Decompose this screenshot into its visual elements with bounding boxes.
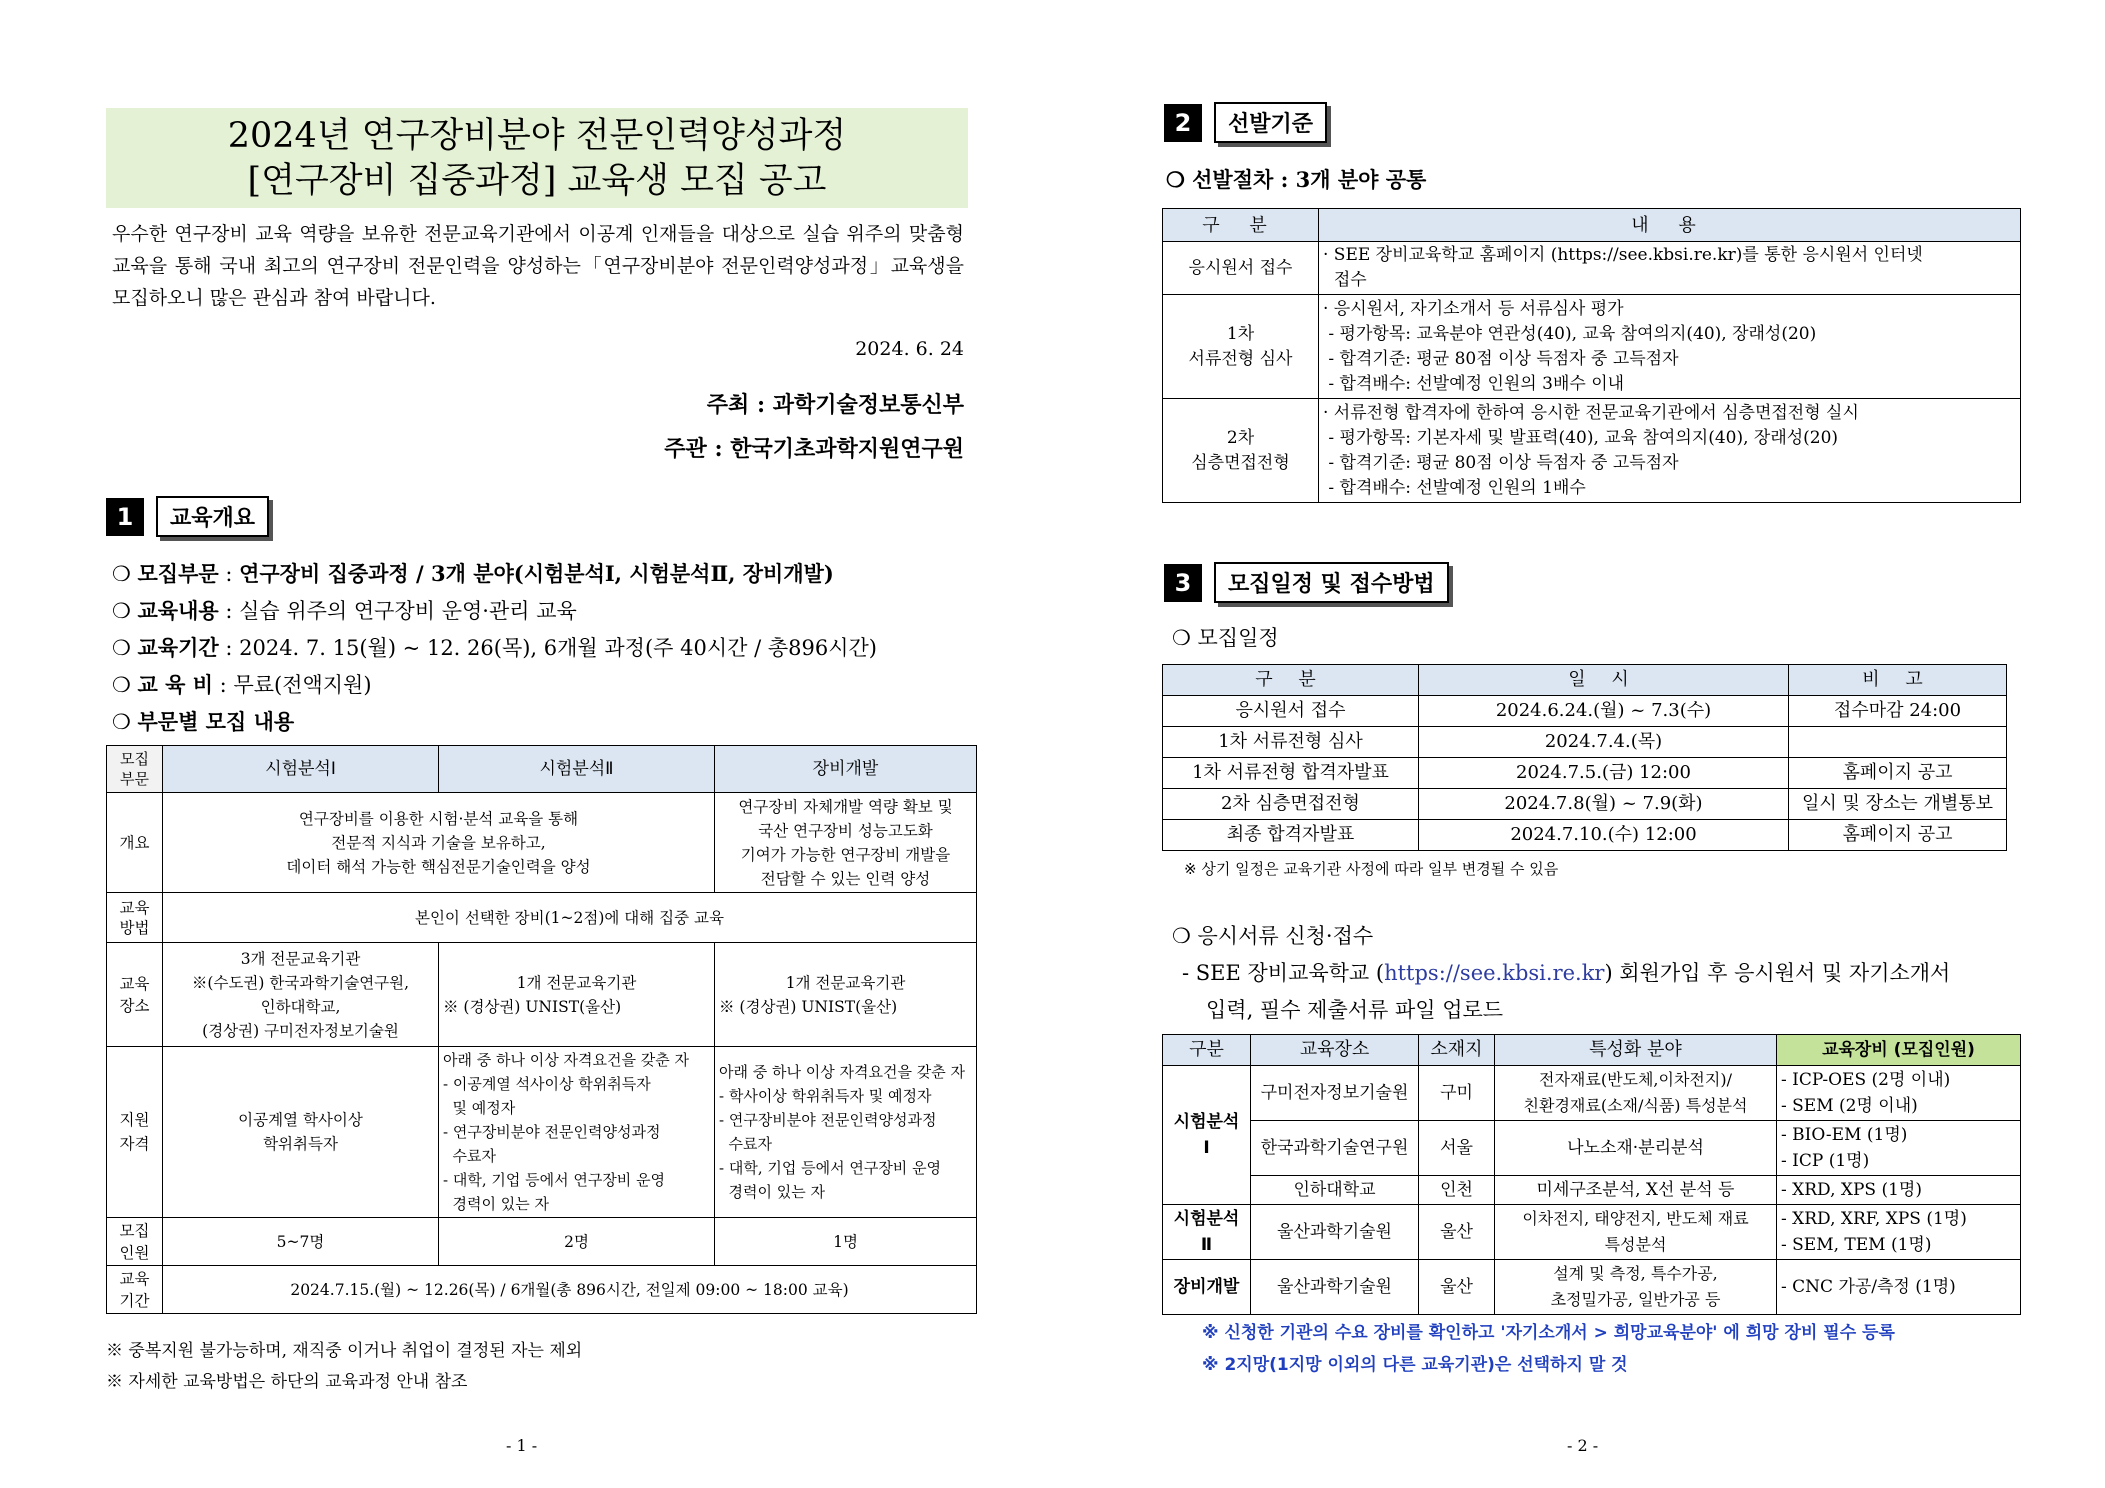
- bullet-schedule: ❍ 모집일정: [1172, 626, 1279, 650]
- apply-line-2: 입력, 필수 제출서류 파일 업로드: [1206, 998, 1504, 1022]
- recruit-table: [106, 745, 977, 1314]
- institution-table: [1162, 1034, 2021, 1315]
- edu-period: 2024.7.15.(월) ~ 12.26(목) / 6개월(총 896시간, 전일제 09:00 ~ 18:00 교육): [163, 1266, 977, 1314]
- header-equipment-dev: 장비개발: [715, 746, 977, 793]
- count-analysis-1: 5~7명: [163, 1218, 439, 1266]
- bullet-dept-detail: ❍ 부문별 모집 내용: [112, 709, 295, 734]
- note-duplicate: ※ 중복지원 불가능하며, 재직중 이거나 취업이 결정된 자는 제외: [106, 1341, 583, 1361]
- edu-method: 본인이 선택한 장비(1~2점)에 대해 집중 교육: [163, 893, 977, 943]
- header-group: 구분: [1163, 1035, 1251, 1066]
- schedule-note: ※ 상기 일정은 교육기관 사정에 따라 일부 변경될 수 있음: [1184, 860, 1559, 878]
- table-row: [107, 1047, 977, 1218]
- place-analysis-2: 1개 전문교육기관 ※ (경상권) UNIST(울산): [439, 943, 715, 1047]
- row-label: 지원 자격: [107, 1047, 163, 1218]
- organizer-org: 주관 : 한국기초과학지원연구원: [664, 436, 964, 462]
- section-number: 2: [1164, 104, 1202, 142]
- header-datetime: 일 시: [1419, 665, 1789, 696]
- bullet-edu-content: ❍ 교육내용 : 실습 위주의 연구장비 운영·관리 교육: [112, 598, 577, 623]
- notice-date: 2024. 6. 24: [855, 338, 964, 360]
- section-3-heading: [1164, 562, 1449, 603]
- header-category: 구 분: [1163, 209, 1319, 242]
- qual-equipment: 아래 중 하나 이상 자격요건을 갖춘 자 - 학사이상 학위취득자 및 예정자 - 연구장비분야 전문인력양성과정 수료자 - 대학, 기업 등에서 연구장비 운영 경력이 있는 자: [715, 1047, 977, 1218]
- place-analysis-1: 3개 전문교육기관 ※(수도권) 한국과학기술연구원, 인하대학교, (경상권) 구미전자정보기술원: [163, 943, 439, 1047]
- apply-line-1: - SEE 장비교육학교 (https://see.kbsi.re.kr) 회원가입 후 응시원서 및 자기소개서: [1182, 961, 1951, 985]
- sel-label: 1차 서류전형 심사: [1163, 295, 1319, 399]
- count-equipment: 1명: [715, 1218, 977, 1266]
- table-row: [1163, 209, 2021, 242]
- see-site-link[interactable]: https://see.kbsi.re.kr: [1384, 961, 1605, 985]
- blue-note-1: ※ 신청한 기관의 수요 장비를 확인하고 '자기소개서 > 희망교육분야' 에 희망 장비 필수 등록: [1202, 1323, 1895, 1343]
- table-row: [1163, 242, 2021, 295]
- row-label: 교육 방법: [107, 893, 163, 943]
- sel-content: · 응시원서, 자기소개서 등 서류심사 평가 - 평가항목: 교육분야 연관성(40), 교육 참여의지(40), 장래성(20) - 합격기준: 평균 80점 이상 득점자 중 고득점자 - 합격배수: 선발예정 인원의 3배수 이내: [1319, 295, 2021, 399]
- table-row: [1163, 295, 2021, 399]
- header-location: 소재지: [1419, 1035, 1495, 1066]
- corner-cell: 모집 부문: [107, 746, 163, 793]
- page-number: - 1 -: [506, 1436, 538, 1455]
- title-line-2: [연구장비 집중과정] 교육생 모집 공고: [247, 161, 827, 201]
- section-label: 선발기준: [1214, 102, 1327, 143]
- table-row: [107, 1218, 977, 1266]
- host-org: 주최 : 과학기술정보통신부: [706, 392, 964, 418]
- table-row: 응시원서 접수 2024.6.24.(월) ~ 7.3(수) 접수마감 24:00: [1163, 696, 2007, 727]
- table-row: 장비개발 울산과학기술원 울산 설계 및 측정, 특수가공, 초정밀가공, 일반가공 등 - CNC 가공/측정 (1명): [1163, 1260, 2021, 1315]
- table-row: 1차 서류전형 심사 2024.7.4.(목): [1163, 727, 2007, 758]
- title-line-1: 2024년 연구장비분야 전문인력양성과정: [227, 116, 847, 156]
- table-row: 시험분석 Ⅰ 구미전자정보기술원 구미 전자재료(반도체,이차전지)/ 친환경재료(소재/식품) 특성분석 - ICP-OES (2명 이내) - SEM (2명 이내): [1163, 1066, 2021, 1121]
- notice-title: [106, 108, 968, 208]
- row-label: 개요: [107, 793, 163, 893]
- bullet-apply: ❍ 응시서류 신청·접수: [1172, 924, 1374, 948]
- page-number: - 2 -: [1567, 1436, 1599, 1455]
- count-analysis-2: 2명: [439, 1218, 715, 1266]
- bullet-edu-cost: ❍ 교 육 비 : 무료(전액지원): [112, 672, 372, 697]
- group-equipment-dev: 장비개발: [1163, 1260, 1251, 1315]
- overview-equipment: 연구장비 자체개발 역량 확보 및 국산 연구장비 성능고도화 기여가 가능한 연구장비 개발을 전담할 수 있는 인력 양성: [715, 793, 977, 893]
- row-label: 교육 장소: [107, 943, 163, 1047]
- bullet-selection: ❍ 선발절차 : 3개 분야 공통: [1166, 167, 1427, 192]
- table-row: 한국과학기술연구원 서울 나노소재·분리분석 - BIO-EM (1명) - ICP (1명): [1163, 1121, 2021, 1176]
- sel-label: 응시원서 접수: [1163, 242, 1319, 295]
- header-equipment: 교육장비 (모집인원): [1777, 1035, 2021, 1066]
- header-content: 내 용: [1319, 209, 2021, 242]
- qual-analysis-2: 아래 중 하나 이상 자격요건을 갖춘 자 - 이공계열 석사이상 학위취득자 및 예정자 - 연구장비분야 전문인력양성과정 수료자 - 대학, 기업 등에서 연구장비 운영 경력이 있는 자: [439, 1047, 715, 1218]
- header-place: 교육장소: [1251, 1035, 1419, 1066]
- overview-analysis: 연구장비를 이용한 시험·분석 교육을 통해 전문적 지식과 기술을 보유하고, 데이터 해석 가능한 핵심전문기술인력을 양성: [163, 793, 715, 893]
- header-analysis-2: 시험분석Ⅱ: [439, 746, 715, 793]
- table-row: [1163, 1035, 2021, 1066]
- section-2-heading: [1164, 102, 1327, 143]
- note-method: ※ 자세한 교육방법은 하단의 교육과정 안내 참조: [106, 1372, 468, 1392]
- table-row: 1차 서류전형 합격자발표 2024.7.5.(금) 12:00 홈페이지 공고: [1163, 758, 2007, 789]
- table-row: 인하대학교 인천 미세구조분석, X선 분석 등 - XRD, XPS (1명): [1163, 1176, 2021, 1205]
- table-row: [107, 943, 977, 1047]
- sel-content: · SEE 장비교육학교 홈페이지 (https://see.kbsi.re.kr)를 통한 응시원서 인터넷 접수: [1319, 242, 2021, 295]
- row-label: 교육 기간: [107, 1266, 163, 1314]
- section-label: 교육개요: [156, 496, 269, 537]
- group-analysis-2: 시험분석 Ⅱ: [1163, 1205, 1251, 1260]
- table-row: [107, 1266, 977, 1314]
- qual-analysis-1: 이공계열 학사이상 학위취득자: [163, 1047, 439, 1218]
- row-label: 모집 인원: [107, 1218, 163, 1266]
- header-category: 구 분: [1163, 665, 1419, 696]
- blue-note-2: ※ 2지망(1지망 이외의 다른 교육기관)은 선택하지 말 것: [1202, 1355, 1628, 1375]
- header-field: 특성화 분야: [1495, 1035, 1777, 1066]
- table-row: [107, 746, 977, 793]
- header-remarks: 비 고: [1789, 665, 2007, 696]
- bullet-recruit-dept: ❍ 모집부문 : 연구장비 집중과정 / 3개 분야(시험분석Ⅰ, 시험분석Ⅱ, 장비개발): [112, 561, 834, 586]
- table-row: [1163, 399, 2021, 503]
- selection-table: [1162, 208, 2021, 503]
- page-1: [106, 0, 976, 1488]
- sel-label: 2차 심층면접전형: [1163, 399, 1319, 503]
- page-2: [1162, 0, 2022, 1488]
- table-row: 2차 심층면접전형 2024.7.8(월) ~ 7.9(화) 일시 및 장소는 개별통보: [1163, 789, 2007, 820]
- intro-paragraph: 우수한 연구장비 교육 역량을 보유한 전문교육기관에서 이공계 인재들을 대상으로 실습 위주의 맞춤형 교육을 통해 국내 최고의 연구장비 전문인력을 양성하는「연구장비분야 전문인력양성과정」교육생을 모집하오니 많은 관심과 참여 바랍니다.: [112, 223, 964, 309]
- bullet-edu-period: ❍ 교육기간 : 2024. 7. 15(월) ~ 12. 26(목), 6개월 과정(주 40시간 / 총896시간): [112, 635, 877, 660]
- table-row: [107, 893, 977, 943]
- place-equipment: 1개 전문교육기관 ※ (경상권) UNIST(울산): [715, 943, 977, 1047]
- section-number: 3: [1164, 564, 1202, 602]
- header-analysis-1: 시험분석Ⅰ: [163, 746, 439, 793]
- table-row: 시험분석 Ⅱ 울산과학기술원 울산 이차전지, 태양전지, 반도체 재료 특성분석 - XRD, XRF, XPS (1명) - SEM, TEM (1명): [1163, 1205, 2021, 1260]
- group-analysis-1: 시험분석 Ⅰ: [1163, 1066, 1251, 1205]
- sel-content: · 서류전형 합격자에 한하여 응시한 전문교육기관에서 심층면접전형 실시 - 평가항목: 기본자세 및 발표력(40), 교육 참여의지(40), 장래성(20) - 합격기준: 평균 80점 이상 득점자 중 고득점자 - 합격배수: 선발예정 인원의 1배수: [1319, 399, 2021, 503]
- table-row: 최종 합격자발표 2024.7.10.(수) 12:00 홈페이지 공고: [1163, 820, 2007, 851]
- section-label: 모집일정 및 접수방법: [1214, 562, 1449, 603]
- table-row: [1163, 665, 2007, 696]
- section-1-heading: [106, 496, 269, 537]
- table-row: [107, 793, 977, 893]
- section-number: 1: [106, 498, 144, 536]
- schedule-table: [1162, 664, 2007, 851]
